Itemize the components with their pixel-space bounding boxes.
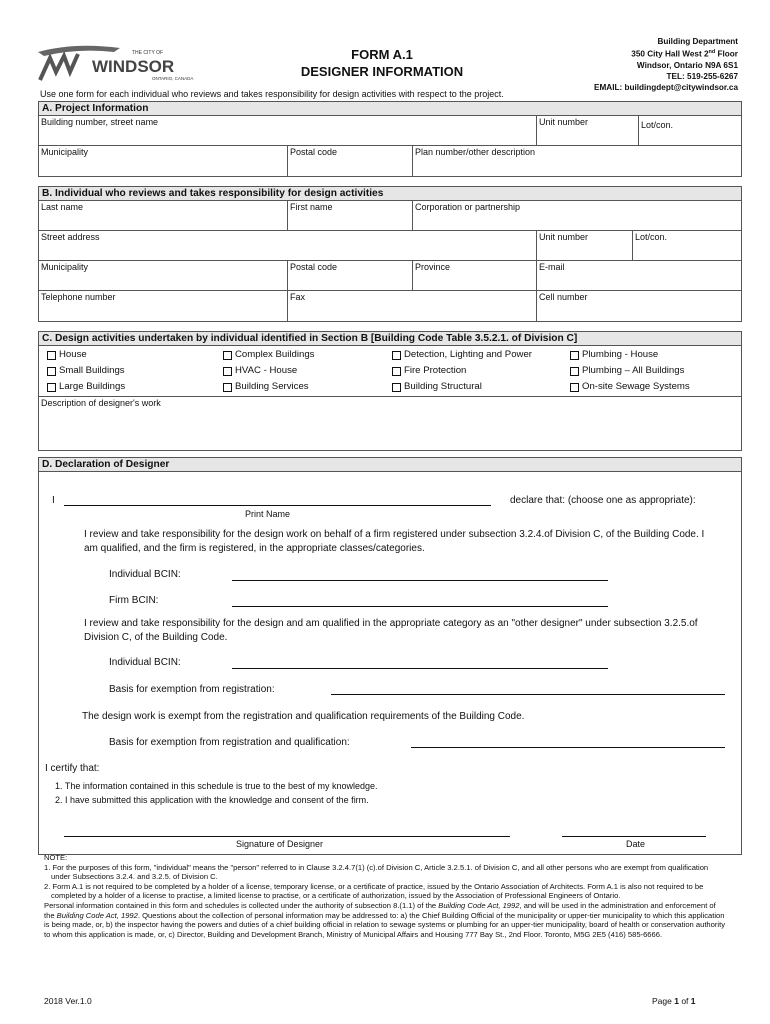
municipality-b-field[interactable] xyxy=(39,261,287,290)
label: Telephone number xyxy=(41,292,116,302)
checkbox-building-services[interactable] xyxy=(223,381,309,393)
label: Lot/con. xyxy=(635,232,668,242)
privacy-a: Personal information contained in this form and schedules is collected under the authority of subsection 8.(1.1) of the xyxy=(44,900,439,910)
individual-bcin2-line[interactable] xyxy=(232,668,608,669)
first-name-field[interactable] xyxy=(287,201,412,230)
version-label: 2018 Ver.1.0 xyxy=(44,996,92,1006)
signature-label: Signature of Designer xyxy=(236,839,324,849)
dept-line1: Building Department xyxy=(657,37,738,46)
privacy-act1: Building Code Act, 1992 xyxy=(438,900,520,910)
postal-code-field[interactable] xyxy=(287,146,412,176)
checkbox-icon[interactable] xyxy=(47,351,56,360)
individual-bcin-line[interactable] xyxy=(232,580,608,581)
label: Municipality xyxy=(41,147,89,157)
label: Unit number xyxy=(539,232,589,242)
label: On-site Sewage Systems xyxy=(582,381,690,392)
label: Corporation or partnership xyxy=(415,202,521,212)
label: HVAC - House xyxy=(235,365,298,376)
checkbox-small-buildings[interactable] xyxy=(47,365,125,377)
checkbox-building-structural[interactable] xyxy=(392,381,482,393)
cell-number-field[interactable] xyxy=(536,291,741,321)
label: First name xyxy=(290,202,333,212)
page-num: 1 xyxy=(674,996,679,1006)
basis-exemption-label: Basis for exemption from registration: xyxy=(109,684,275,695)
label: Cell number xyxy=(539,292,588,302)
section-b-row3 xyxy=(39,261,741,291)
label: Postal code xyxy=(290,147,338,157)
label: Postal code xyxy=(290,262,338,272)
page-mid: of xyxy=(678,996,691,1006)
section-a-row2 xyxy=(39,146,741,176)
dept-phone: TEL: 519-255-6267 xyxy=(666,71,738,81)
label: Large Buildings xyxy=(59,381,126,392)
label: Detection, Lighting and Power xyxy=(404,349,532,360)
checkbox-icon[interactable] xyxy=(223,367,232,376)
label: Plumbing - House xyxy=(582,349,659,360)
checkbox-plumbing-all[interactable] xyxy=(570,365,684,377)
section-c xyxy=(38,331,742,451)
last-name-field[interactable] xyxy=(39,201,287,230)
checkbox-fire-protection[interactable] xyxy=(392,365,466,377)
label: Fire Protection xyxy=(404,365,467,376)
basis-exemption-line[interactable] xyxy=(331,694,725,695)
checkbox-onsite-sewage[interactable] xyxy=(570,381,690,393)
label: Fax xyxy=(290,292,306,302)
street-address-field[interactable] xyxy=(39,231,536,260)
telephone-field[interactable] xyxy=(39,291,287,321)
checkbox-complex-buildings[interactable] xyxy=(223,349,314,361)
checkbox-icon[interactable] xyxy=(570,383,579,392)
dept-email: EMAIL: buildingdept@citywindsor.ca xyxy=(594,82,738,92)
print-name-label: Print Name xyxy=(245,509,291,519)
checkbox-icon[interactable] xyxy=(392,351,401,360)
lot-con-b-field[interactable] xyxy=(632,231,741,260)
print-name-line[interactable] xyxy=(64,505,491,506)
form-name: DESIGNER INFORMATION xyxy=(300,64,464,79)
label: Municipality xyxy=(41,262,89,272)
individual-bcin-label: Individual BCIN: xyxy=(109,569,181,580)
form-number: FORM A.1 xyxy=(351,47,413,62)
label: Street address xyxy=(41,232,100,242)
firm-bcin-label: Firm BCIN: xyxy=(109,595,159,606)
municipality-field[interactable] xyxy=(39,146,287,176)
notes xyxy=(44,853,726,939)
option-firm-registered[interactable]: I review and take responsibility for the design work on behalf of a firm registered under subsection 3.2.4.of Division C, of the Building Code. I am qualified, and the firm is registered, in the appropriate classes/categories. xyxy=(84,529,705,554)
city-of-windsor-logo xyxy=(34,40,204,88)
certify-item-2: 2. I have submitted this application with the knowledge and consent of the firm. xyxy=(55,795,369,805)
checkbox-icon[interactable] xyxy=(47,367,56,376)
department-address xyxy=(594,36,738,93)
label: Building Structural xyxy=(404,381,482,392)
checkbox-detection-lighting[interactable] xyxy=(392,349,532,361)
section-b-row2 xyxy=(39,231,741,261)
instructions: Use one form for each individual who reviews and takes responsibility for design activities with respect to the project. xyxy=(40,89,504,99)
section-d xyxy=(38,457,742,855)
option-exempt[interactable]: The design work is exempt from the registration and qualification requirements of the Building Code. xyxy=(82,711,525,722)
windsor-logo-icon xyxy=(34,40,204,88)
label: Province xyxy=(415,262,451,272)
corporation-field[interactable] xyxy=(412,201,741,230)
dept-line2-post: Floor xyxy=(715,49,738,59)
logo-name: WINDSOR xyxy=(92,57,175,76)
page-pre: Page xyxy=(652,996,675,1006)
checkbox-large-buildings[interactable] xyxy=(47,381,125,393)
checkbox-house[interactable] xyxy=(47,349,87,361)
postal-code-b-field[interactable] xyxy=(287,261,412,290)
checkbox-icon[interactable] xyxy=(223,351,232,360)
section-c-title: C. Design activities undertaken by individual identified in Section B [Building Code Table 3.5.2.1. of Division C] xyxy=(39,332,741,346)
label: Description of designer's work xyxy=(41,398,161,408)
section-a-title: A. Project Information xyxy=(39,102,741,116)
description-of-work-field[interactable] xyxy=(39,396,741,450)
certify-heading: I certify that: xyxy=(45,763,100,774)
checkbox-plumbing-house[interactable] xyxy=(570,349,658,361)
note-2: 2. Form A.1 is not required to be completed by a holder of a license, temporary license, or a certificate of practice, issued by the Ontario Association of Architects. Form A.1 is also not required to be completed by a holder of a license to practise, a limited license to practise, or a certificate of authorization, issued by the Association of Professional Engineers of Ontario. xyxy=(44,881,704,901)
label: Last name xyxy=(41,202,84,212)
checkbox-icon[interactable] xyxy=(570,367,579,376)
dept-line2-sup: nd xyxy=(708,49,716,55)
unit-number-b-field[interactable] xyxy=(536,231,632,260)
label: Plan number/other description xyxy=(415,147,536,157)
dept-line2-pre: 350 City Hall West 2 xyxy=(631,49,709,59)
note-label: NOTE: xyxy=(44,853,68,862)
option-other-designer[interactable]: I review and take responsibility for the design and am qualified in the appropriate category as an "other designer" under subsection 3.2.5.of Division C, of the Building Code. xyxy=(84,618,698,643)
province-field[interactable] xyxy=(412,261,536,290)
design-activities-checkboxes xyxy=(39,346,741,396)
privacy-act2: Building Code Act, 1992 xyxy=(56,910,138,920)
privacy-notice xyxy=(44,901,726,939)
building-street-field[interactable] xyxy=(39,116,536,145)
basis-exemption2-line[interactable] xyxy=(411,747,725,748)
section-b-title: B. Individual who reviews and takes responsibility for design activities xyxy=(39,187,741,201)
label: Building number, street name xyxy=(41,117,159,127)
label: Small Buildings xyxy=(59,365,125,376)
date-label: Date xyxy=(626,839,646,849)
fax-field[interactable] xyxy=(287,291,536,321)
firm-bcin-line[interactable] xyxy=(232,606,608,607)
section-b-row1 xyxy=(39,201,741,231)
dept-line2 xyxy=(594,47,738,60)
label: Building Services xyxy=(235,381,309,392)
section-b xyxy=(38,186,742,322)
page-number xyxy=(652,996,696,1006)
note-1: 1. For the purposes of this form, "individual" means the "person" referred to in Clause 3.2.4.7(1) (c).of Division C, Article 3.2.5.1. of Division C, and all other persons who are exempt from qualification under Subsections 3.2.4. and 3.2.5. of Division C. xyxy=(44,862,709,882)
section-a xyxy=(38,101,742,177)
label: Plumbing – All Buildings xyxy=(582,365,685,376)
email-field[interactable] xyxy=(536,261,741,290)
declare-i: I xyxy=(52,495,55,506)
declare-text: declare that: (choose one as appropriate): xyxy=(510,495,696,506)
label: Lot/con. xyxy=(641,120,674,130)
lot-con-field[interactable] xyxy=(638,116,741,145)
section-b-row4 xyxy=(39,291,741,321)
plan-number-field[interactable] xyxy=(412,146,741,176)
label: Unit number xyxy=(539,117,589,127)
individual-bcin2-label: Individual BCIN: xyxy=(109,657,181,668)
label: House xyxy=(59,349,87,360)
checkbox-icon[interactable] xyxy=(47,383,56,392)
privacy-b: , and will be used in the administration and enforcement of the xyxy=(44,900,716,920)
logo-sub: ONTARIO, CANADA xyxy=(152,76,194,81)
unit-number-field[interactable] xyxy=(536,116,638,145)
label: Complex Buildings xyxy=(235,349,315,360)
section-a-row1 xyxy=(39,116,741,146)
certify-item-1: 1. The information contained in this schedule is true to the best of my knowledge. xyxy=(55,781,378,791)
checkbox-hvac-house[interactable] xyxy=(223,365,297,377)
logo-small-text: THE CITY OF xyxy=(132,50,164,56)
section-d-title: D. Declaration of Designer xyxy=(39,458,741,472)
form-title xyxy=(282,46,482,80)
checkbox-icon[interactable] xyxy=(570,351,579,360)
checkbox-icon[interactable] xyxy=(223,383,232,392)
basis-exemption2-label: Basis for exemption from registration and qualification: xyxy=(109,737,350,748)
privacy-c: . Questions about the collection of personal information may be addressed to: a) the Chief Building Official of the municipality or upper-tier municipality to which this application is being made, or, b) the inspector having the powers and duties of a chief building official in relation to sewage systems or plumbing for an upper-tier municipality, board of health or conservation authority to whom this application is made, or, c) Director, Building and Development Branch, Ministry of Municipal Affairs and Housing 777 Bay St., 2nd Floor. Toronto, M5G 2E5 (416) 585-6666. xyxy=(44,910,726,939)
dept-line3: Windsor, Ontario N9A 6S1 xyxy=(636,60,738,70)
checkbox-icon[interactable] xyxy=(392,367,401,376)
page-total: 1 xyxy=(690,996,696,1006)
checkbox-icon[interactable] xyxy=(392,383,401,392)
label: E-mail xyxy=(539,262,565,272)
